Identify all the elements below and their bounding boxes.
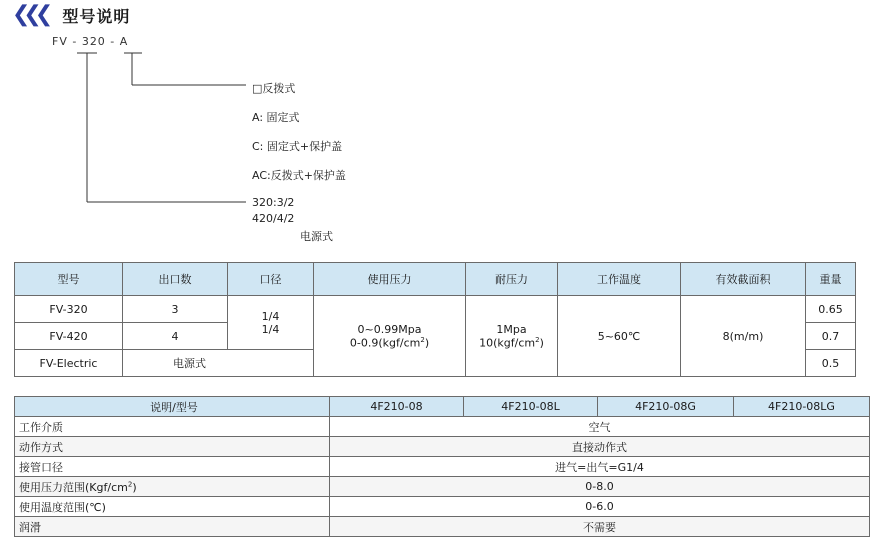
row-value: 进气=出气=G1/4 bbox=[330, 457, 870, 477]
model-cell: FV-320 bbox=[15, 296, 123, 323]
pressure-cell: 0~0.99Mpa $0-0.9(kgf/cm^2)$ bbox=[314, 296, 466, 377]
col-header-bore: 口径 bbox=[228, 263, 314, 296]
row-header-label: 说明/型号 bbox=[15, 397, 330, 417]
table-row bbox=[15, 477, 870, 497]
option-reverse-cover: AC:反拨式+保护盖 bbox=[252, 169, 346, 182]
option-electric: 电源式 bbox=[300, 230, 333, 243]
spec-table bbox=[14, 262, 856, 377]
col-header-temperature: 工作温度 bbox=[558, 263, 681, 296]
col-header-area: 有效截面积 bbox=[681, 263, 806, 296]
weight-cell: 0.65 bbox=[806, 296, 856, 323]
weight-cell: 0.7 bbox=[806, 323, 856, 350]
col-header-proof: 耐压力 bbox=[466, 263, 558, 296]
col-header-model: 4F210-08L bbox=[464, 397, 598, 417]
row-label: 动作方式 bbox=[15, 437, 330, 457]
table-row bbox=[15, 457, 870, 477]
row-label: 工作介质 bbox=[15, 417, 330, 437]
option-fixed-cover: C: 固定式+保护盖 bbox=[252, 140, 343, 153]
option-fixed: A: 固定式 bbox=[252, 111, 300, 124]
model-cell: FV-Electric bbox=[15, 350, 123, 377]
col-header-weight: 重量 bbox=[806, 263, 856, 296]
proof-cell: 1Mpa $10(kgf/cm^2)$ bbox=[466, 296, 558, 377]
col-header-outlets: 出口数 bbox=[123, 263, 228, 296]
bore-cell: 1/4 1/4 bbox=[228, 296, 314, 350]
valve-spec-table bbox=[14, 396, 870, 537]
outlets-cell: 4 bbox=[123, 323, 228, 350]
col-header-model: 型号 bbox=[15, 263, 123, 296]
row-value: 直接动作式 bbox=[330, 437, 870, 457]
model-code: FV - 320 - A bbox=[52, 35, 129, 48]
option-420: 420/4/2 bbox=[252, 212, 295, 225]
col-header-model: 4F210-08LG bbox=[734, 397, 870, 417]
col-header-model: 4F210-08G bbox=[598, 397, 734, 417]
outlets-cell: 电源式 bbox=[123, 350, 314, 377]
model-code-diagram bbox=[0, 0, 880, 260]
chevron-left-icon: ❮❮❮ bbox=[12, 2, 47, 27]
row-label: 接管口径 bbox=[15, 457, 330, 477]
col-header-pressure: 使用压力 bbox=[314, 263, 466, 296]
row-label: 使用温度范围(℃) bbox=[15, 497, 330, 517]
option-reverse: □反拨式 bbox=[252, 82, 296, 95]
outlets-cell: 3 bbox=[123, 296, 228, 323]
section-title: 型号说明 bbox=[62, 6, 131, 26]
model-cell: FV-420 bbox=[15, 323, 123, 350]
table-row bbox=[15, 296, 856, 323]
table-row bbox=[15, 497, 870, 517]
row-value: 空气 bbox=[330, 417, 870, 437]
row-value: 不需要 bbox=[330, 517, 870, 537]
row-value: 0-6.0 bbox=[330, 497, 870, 517]
table-row bbox=[15, 517, 870, 537]
area-cell: 8(m/m) bbox=[681, 296, 806, 377]
weight-cell: 0.5 bbox=[806, 350, 856, 377]
option-320: 320:3/2 bbox=[252, 196, 295, 209]
col-header-model: 4F210-08 bbox=[330, 397, 464, 417]
row-value: 0-8.0 bbox=[330, 477, 870, 497]
temperature-cell: 5~60℃ bbox=[558, 296, 681, 377]
table-row bbox=[15, 437, 870, 457]
row-label: 使用压力范围$(Kgf/cm^2)$ bbox=[15, 477, 330, 497]
row-label: 润滑 bbox=[15, 517, 330, 537]
table-row bbox=[15, 417, 870, 437]
